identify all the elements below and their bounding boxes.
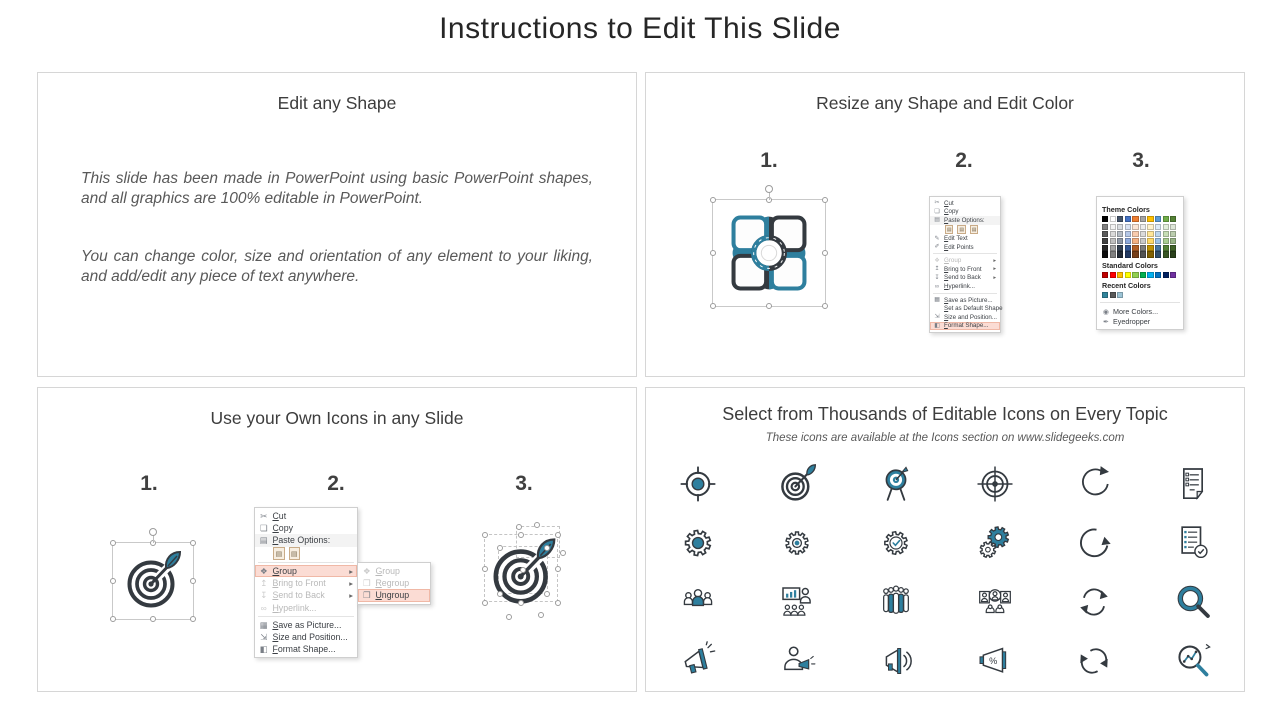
icon-person-megaphone[interactable] <box>773 637 821 685</box>
menu-item-size-and-position[interactable] <box>930 313 1000 322</box>
menu-separator <box>933 293 997 294</box>
icon-megaphone-sound[interactable] <box>872 637 920 685</box>
color-swatch[interactable] <box>1170 238 1176 244</box>
color-swatch[interactable] <box>1147 216 1153 222</box>
menu-item-label: Group <box>272 566 297 577</box>
icon-gear-small-center[interactable] <box>773 519 821 567</box>
selection-handle[interactable] <box>710 250 716 256</box>
selection-handle[interactable] <box>518 532 524 538</box>
menu-item-save-as-picture[interactable] <box>255 619 357 631</box>
standard-colors-label: Standard Colors <box>1102 261 1158 271</box>
editable-icons-grid <box>648 454 1242 690</box>
menu-item-label: Size and Position... <box>272 632 348 642</box>
selection-handle[interactable] <box>518 600 524 606</box>
bring-front-icon: ↥ <box>260 578 268 589</box>
color-swatch[interactable] <box>1110 231 1116 237</box>
icon-cycle-arrows[interactable] <box>1070 637 1118 685</box>
rotation-handle[interactable] <box>149 528 157 536</box>
color-swatch[interactable] <box>1140 245 1146 251</box>
color-swatch[interactable] <box>1140 251 1146 257</box>
menu-item-bring-to-front[interactable] <box>930 265 1000 274</box>
theme-variant-row <box>1102 251 1178 257</box>
color-swatch[interactable] <box>1147 224 1153 230</box>
paste-option-icon[interactable]: ▤ <box>273 547 284 560</box>
group-icon: ❖ <box>362 566 371 577</box>
color-swatch[interactable] <box>1147 231 1153 237</box>
color-swatch[interactable] <box>1170 272 1176 278</box>
paste-option-icon[interactable]: ▤ <box>957 225 965 235</box>
menu-item-label: Save as Picture... <box>944 296 993 304</box>
color-swatch[interactable] <box>1125 231 1131 237</box>
rotation-handle[interactable] <box>765 185 773 193</box>
format-shape-icon: ◧ <box>259 644 268 655</box>
color-swatch[interactable] <box>1155 272 1161 278</box>
theme-variant-row <box>1102 224 1178 230</box>
svg-text:%: % <box>988 655 997 666</box>
color-swatch[interactable] <box>1170 231 1176 237</box>
selection-handle[interactable] <box>560 550 566 556</box>
color-swatch[interactable] <box>1163 216 1169 222</box>
regroup-icon: ❒ <box>362 578 371 589</box>
group-icon: ❖ <box>259 566 268 577</box>
color-swatch[interactable] <box>1125 245 1131 251</box>
color-swatch[interactable] <box>1125 216 1131 222</box>
color-swatch[interactable] <box>1102 251 1108 257</box>
color-swatch[interactable] <box>1117 272 1123 278</box>
selection-handle[interactable] <box>555 600 561 606</box>
selection-handle[interactable] <box>190 578 196 584</box>
color-swatch[interactable] <box>1110 272 1116 278</box>
quad-square-shape <box>713 200 825 306</box>
menu-item-regroup[interactable] <box>358 577 430 589</box>
color-swatch[interactable] <box>1140 224 1146 230</box>
format-shape-icon: ◧ <box>934 322 940 329</box>
color-swatch[interactable] <box>1155 245 1161 251</box>
group-submenu[interactable] <box>357 562 431 605</box>
menu-item-group[interactable] <box>358 565 430 577</box>
icon-checklist-check[interactable] <box>1169 519 1217 567</box>
rotation-handle-line <box>769 192 770 200</box>
copy-icon: ❏ <box>259 523 268 534</box>
menu-item-save-as-picture[interactable] <box>930 296 1000 305</box>
color-swatch[interactable] <box>1140 238 1146 244</box>
menu-item-edit-text[interactable] <box>930 234 1000 243</box>
icon-target-dart[interactable] <box>773 460 821 508</box>
submenu-arrow-icon: ▸ <box>993 274 996 281</box>
panel-own-icons-title: Use your Own Icons in any Slide <box>210 408 464 428</box>
selection-handle[interactable] <box>766 303 772 309</box>
group-icon: ❖ <box>934 257 940 264</box>
color-swatch[interactable] <box>1163 245 1169 251</box>
standard-colors-row <box>1102 272 1178 278</box>
menu-item-label: Format Shape... <box>272 644 336 655</box>
paste-options-row[interactable] <box>930 225 1000 234</box>
menu-item-edit-points[interactable] <box>930 243 1000 252</box>
color-swatch[interactable] <box>1163 224 1169 230</box>
selection-handle[interactable] <box>150 616 156 622</box>
color-swatch[interactable] <box>1125 238 1131 244</box>
selection-handle[interactable] <box>555 532 561 538</box>
menu-item-bring-to-front[interactable] <box>255 577 357 589</box>
theme-color-variants <box>1102 224 1178 258</box>
menu-item-label: Hyperlink... <box>272 602 317 613</box>
submenu-arrow-icon: ▸ <box>349 590 353 600</box>
menu-item-copy[interactable] <box>255 522 357 534</box>
color-swatch[interactable] <box>1132 245 1138 251</box>
color-swatch[interactable] <box>1170 251 1176 257</box>
menu-item-paste-options[interactable] <box>930 216 1000 225</box>
menu-item-label: Paste Options: <box>944 216 985 224</box>
color-swatch[interactable] <box>1155 216 1161 222</box>
color-swatch[interactable] <box>1155 238 1161 244</box>
color-swatch[interactable] <box>1110 216 1116 222</box>
edit-shape-paragraph-2: You can change color, size and orientation of any element to your liking, and add/edit any piece of text anywhere. <box>81 248 593 285</box>
more-colors-icon: ◉ <box>1102 306 1110 316</box>
ungrouped-target-icon[interactable] <box>476 520 572 622</box>
selection-handle[interactable] <box>190 540 196 546</box>
clipboard-icon: ▤ <box>934 217 940 224</box>
color-swatch[interactable] <box>1147 251 1153 257</box>
send-back-icon: ↧ <box>260 590 268 601</box>
selection-handle[interactable] <box>555 566 561 572</box>
menu-item-label: Save as Picture... <box>272 619 342 630</box>
menu-item-label: Cut <box>944 199 954 207</box>
menu-item-cut[interactable] <box>255 510 357 522</box>
panel-icon-library-subtitle: These icons are available at the Icons section on www.slidegeeks.com <box>765 432 1125 444</box>
panel-icon-library <box>645 387 1245 692</box>
icon-double-gears[interactable] <box>971 519 1019 567</box>
paste-option-icon[interactable]: ▤ <box>289 547 300 560</box>
menu-item-ungroup[interactable] <box>358 589 430 601</box>
selection-handle[interactable] <box>497 545 503 551</box>
submenu-arrow-icon: ▸ <box>993 257 996 264</box>
target-dart-icon <box>113 543 193 619</box>
color-swatch[interactable] <box>1132 238 1138 244</box>
theme-variant-row <box>1102 231 1178 237</box>
color-swatch[interactable] <box>1132 272 1138 278</box>
menu-item-label: Regroup <box>375 578 410 589</box>
icon-megaphone-announce[interactable] <box>674 637 722 685</box>
clipboard-icon: ▤ <box>259 535 268 546</box>
selection-handle[interactable] <box>516 524 522 530</box>
menu-separator <box>933 253 997 254</box>
menu-item-send-to-back[interactable] <box>255 589 357 601</box>
paste-option-icon[interactable]: ▤ <box>945 225 953 235</box>
picker-item-label: Eyedropper <box>1113 316 1151 326</box>
color-swatch[interactable] <box>1117 231 1123 237</box>
icon-magnifier[interactable] <box>1169 578 1217 626</box>
menu-item-label: Group <box>375 566 400 577</box>
menu-item-set-as-default-shape[interactable] <box>930 304 1003 313</box>
color-swatch[interactable] <box>1147 238 1153 244</box>
color-swatch[interactable] <box>1163 251 1169 257</box>
color-swatch[interactable] <box>1110 251 1116 257</box>
color-swatch[interactable] <box>1147 245 1153 251</box>
size-position-icon: ⇲ <box>260 632 268 642</box>
color-swatch[interactable] <box>1163 238 1169 244</box>
color-swatch[interactable] <box>1102 238 1108 244</box>
icon-presentation-audience[interactable] <box>773 578 821 626</box>
scissors-icon: ✂ <box>934 200 940 207</box>
step-number-1: 1. <box>760 149 778 172</box>
save-picture-icon: ▦ <box>259 619 268 630</box>
picker-item-more-colors[interactable] <box>1102 306 1178 316</box>
icon-crosshair-dot[interactable] <box>971 460 1019 508</box>
icon-refresh-circle[interactable] <box>1070 519 1118 567</box>
panel-edit-shape <box>37 72 637 377</box>
theme-variant-row <box>1102 245 1178 251</box>
icon-megaphone-percent[interactable] <box>971 637 1019 685</box>
color-swatch[interactable] <box>1110 224 1116 230</box>
theme-colors-row <box>1102 216 1178 222</box>
color-swatch[interactable] <box>1125 224 1131 230</box>
icon-people-group-standing[interactable] <box>872 578 920 626</box>
color-swatch[interactable] <box>1117 292 1123 298</box>
color-swatch[interactable] <box>1102 224 1108 230</box>
menu-item-label: Cut <box>272 511 287 522</box>
menu-item-group[interactable] <box>255 565 357 577</box>
color-swatch[interactable] <box>1132 216 1138 222</box>
menu-item-size-and-position[interactable] <box>255 631 357 643</box>
menu-item-format-shape[interactable] <box>930 322 1000 331</box>
menu-item-label: Bring to Front <box>944 265 982 273</box>
picker-item-eyedropper[interactable] <box>1102 316 1178 326</box>
menu-item-label: Edit Text <box>944 235 968 243</box>
color-swatch[interactable] <box>1125 272 1131 278</box>
save-picture-icon: ▦ <box>934 297 940 304</box>
menu-item-hyperlink[interactable] <box>255 602 357 614</box>
panel-edit-shape-title: Edit any Shape <box>277 93 397 113</box>
selection-handle[interactable] <box>506 614 512 620</box>
color-swatch[interactable] <box>1102 231 1108 237</box>
color-swatch[interactable] <box>1155 251 1161 257</box>
theme-variant-row <box>1102 238 1178 244</box>
color-swatch[interactable] <box>1117 245 1123 251</box>
color-swatch[interactable] <box>1163 231 1169 237</box>
color-swatch[interactable] <box>1117 216 1123 222</box>
picker-item-label: More Colors... <box>1113 306 1159 316</box>
color-swatch[interactable] <box>1140 231 1146 237</box>
selection-handle[interactable] <box>544 545 550 551</box>
edit-text-icon: ✎ <box>934 235 940 242</box>
color-swatch[interactable] <box>1110 238 1116 244</box>
selected-target-icon[interactable] <box>112 542 194 620</box>
menu-item-hyperlink[interactable] <box>930 282 1000 291</box>
color-swatch[interactable] <box>1102 272 1108 278</box>
scissors-icon: ✂ <box>260 511 268 522</box>
selection-handle[interactable] <box>497 591 503 597</box>
menu-item-label: Bring to Front <box>272 578 326 589</box>
context-menu-screenshot[interactable] <box>929 196 1001 333</box>
selection-handle[interactable] <box>822 303 828 309</box>
menu-item-label: Copy <box>944 208 959 216</box>
selection-handle[interactable] <box>822 197 828 203</box>
panel-own-icons <box>37 387 637 692</box>
color-swatch[interactable] <box>1147 272 1153 278</box>
selection-handle[interactable] <box>110 540 116 546</box>
color-swatch[interactable] <box>1140 216 1146 222</box>
color-swatch[interactable] <box>1132 224 1138 230</box>
panel-icon-library-title: Select from Thousands of Editable Icons on Every Topic <box>722 404 1168 424</box>
icon-gear-filled-center[interactable] <box>674 519 722 567</box>
color-swatch[interactable] <box>1117 238 1123 244</box>
eyedropper-icon: ✒ <box>1102 316 1110 326</box>
icon-team-three-people[interactable] <box>674 578 722 626</box>
icon-target-crosshair-filled[interactable] <box>674 460 722 508</box>
color-swatch[interactable] <box>1102 216 1108 222</box>
color-swatch[interactable] <box>1110 245 1116 251</box>
step-number-1: 1. <box>140 472 158 495</box>
icon-magnifier-analytics[interactable] <box>1169 637 1217 685</box>
color-swatch[interactable] <box>1102 245 1108 251</box>
icon-team-profiles[interactable] <box>971 578 1019 626</box>
theme-colors-label: Theme Colors <box>1102 205 1150 214</box>
color-swatch[interactable] <box>1155 231 1161 237</box>
menu-item-label: Set as Default Shape <box>944 305 1003 313</box>
edit-points-icon: ✐ <box>934 244 940 251</box>
submenu-arrow-icon: ▸ <box>993 266 996 273</box>
step-number-3: 3. <box>515 472 533 495</box>
ungroup-icon: ❐ <box>362 590 371 601</box>
menu-item-send-to-back[interactable] <box>930 274 1000 283</box>
recent-colors-row <box>1102 292 1178 298</box>
icon-sync-arrows[interactable] <box>1070 578 1118 626</box>
panel-resize-shape <box>645 72 1245 377</box>
slide-title: Instructions to Edit This Slide <box>439 12 841 45</box>
step-number-3: 3. <box>1132 149 1150 172</box>
paste-option-icon[interactable]: ▤ <box>970 225 978 235</box>
icon-document-list[interactable] <box>1169 460 1217 508</box>
bring-front-icon: ↥ <box>934 266 940 273</box>
color-swatch[interactable] <box>1163 272 1169 278</box>
color-swatch[interactable] <box>1102 292 1108 298</box>
edit-shape-paragraph-1: This slide has been made in PowerPoint using basic PowerPoint shapes, and all graphics are 100% editable in PowerPoint. <box>81 170 593 207</box>
selection-handle[interactable] <box>110 578 116 584</box>
color-swatch[interactable] <box>1140 272 1146 278</box>
color-swatch[interactable] <box>1132 231 1138 237</box>
menu-item-copy[interactable] <box>930 208 1000 217</box>
panel-resize-shape-title: Resize any Shape and Edit Color <box>816 93 1074 113</box>
menu-item-label: Size and Position... <box>944 313 998 321</box>
color-swatch[interactable] <box>1117 251 1123 257</box>
color-swatch[interactable] <box>1170 245 1176 251</box>
selection-handle[interactable] <box>482 566 488 572</box>
selection-handle[interactable] <box>710 197 716 203</box>
menu-separator <box>258 562 354 563</box>
menu-separator <box>258 616 354 617</box>
color-swatch[interactable] <box>1125 251 1131 257</box>
color-swatch[interactable] <box>1117 224 1123 230</box>
paste-options-row[interactable] <box>255 547 357 560</box>
selection-handle[interactable] <box>534 522 540 528</box>
submenu-arrow-icon: ▸ <box>349 578 353 588</box>
hyperlink-icon: ∞ <box>934 283 940 290</box>
menu-item-group[interactable] <box>930 256 1000 265</box>
group-context-menu-screenshot[interactable] <box>254 507 410 658</box>
selection-handle[interactable] <box>520 567 526 573</box>
icon-gear-check[interactable] <box>872 519 920 567</box>
copy-icon: ❏ <box>934 208 940 215</box>
menu-item-paste-options[interactable] <box>255 534 357 546</box>
icon-rotate-arrow[interactable] <box>1070 460 1118 508</box>
menu-item-label: Group <box>944 257 962 265</box>
menu-item-label: Edit Points <box>944 243 974 251</box>
selected-shape-graphic[interactable] <box>712 199 826 307</box>
recent-colors-label: Recent Colors <box>1102 281 1151 291</box>
color-picker-screenshot[interactable] <box>1096 196 1184 330</box>
step-number-2: 2. <box>327 472 345 495</box>
rotation-handle-line <box>153 535 154 543</box>
color-swatch[interactable] <box>1170 216 1176 222</box>
icon-dartboard-stand[interactable] <box>872 460 920 508</box>
color-swatch[interactable] <box>1155 224 1161 230</box>
send-back-icon: ↧ <box>934 274 940 281</box>
menu-item-format-shape[interactable] <box>255 643 357 655</box>
menu-item-label: Send to Back <box>944 274 981 282</box>
step-number-2: 2. <box>955 149 973 172</box>
selection-handle[interactable] <box>482 532 488 538</box>
selection-handle[interactable] <box>710 303 716 309</box>
color-swatch[interactable] <box>1132 251 1138 257</box>
selection-handle[interactable] <box>190 616 196 622</box>
menu-item-label: Format Shape... <box>944 322 989 330</box>
picker-separator <box>1100 302 1180 303</box>
menu-item-label: Copy <box>272 523 293 534</box>
selection-handle[interactable] <box>822 250 828 256</box>
menu-item-label: Send to Back <box>272 590 325 601</box>
selection-handle[interactable] <box>110 616 116 622</box>
menu-item-cut[interactable] <box>930 199 1000 208</box>
color-swatch[interactable] <box>1170 224 1176 230</box>
submenu-arrow-icon: ▸ <box>349 566 353 576</box>
hyperlink-icon: ∞ <box>260 602 267 613</box>
selection-handle[interactable] <box>482 600 488 606</box>
selection-handle[interactable] <box>544 591 550 597</box>
size-position-icon: ⇲ <box>934 314 940 321</box>
menu-item-label: Ungroup <box>375 590 410 601</box>
selection-handle[interactable] <box>538 612 544 618</box>
menu-item-label: Hyperlink... <box>944 283 975 290</box>
color-swatch[interactable] <box>1110 292 1116 298</box>
menu-item-label: Paste Options: <box>272 535 331 546</box>
